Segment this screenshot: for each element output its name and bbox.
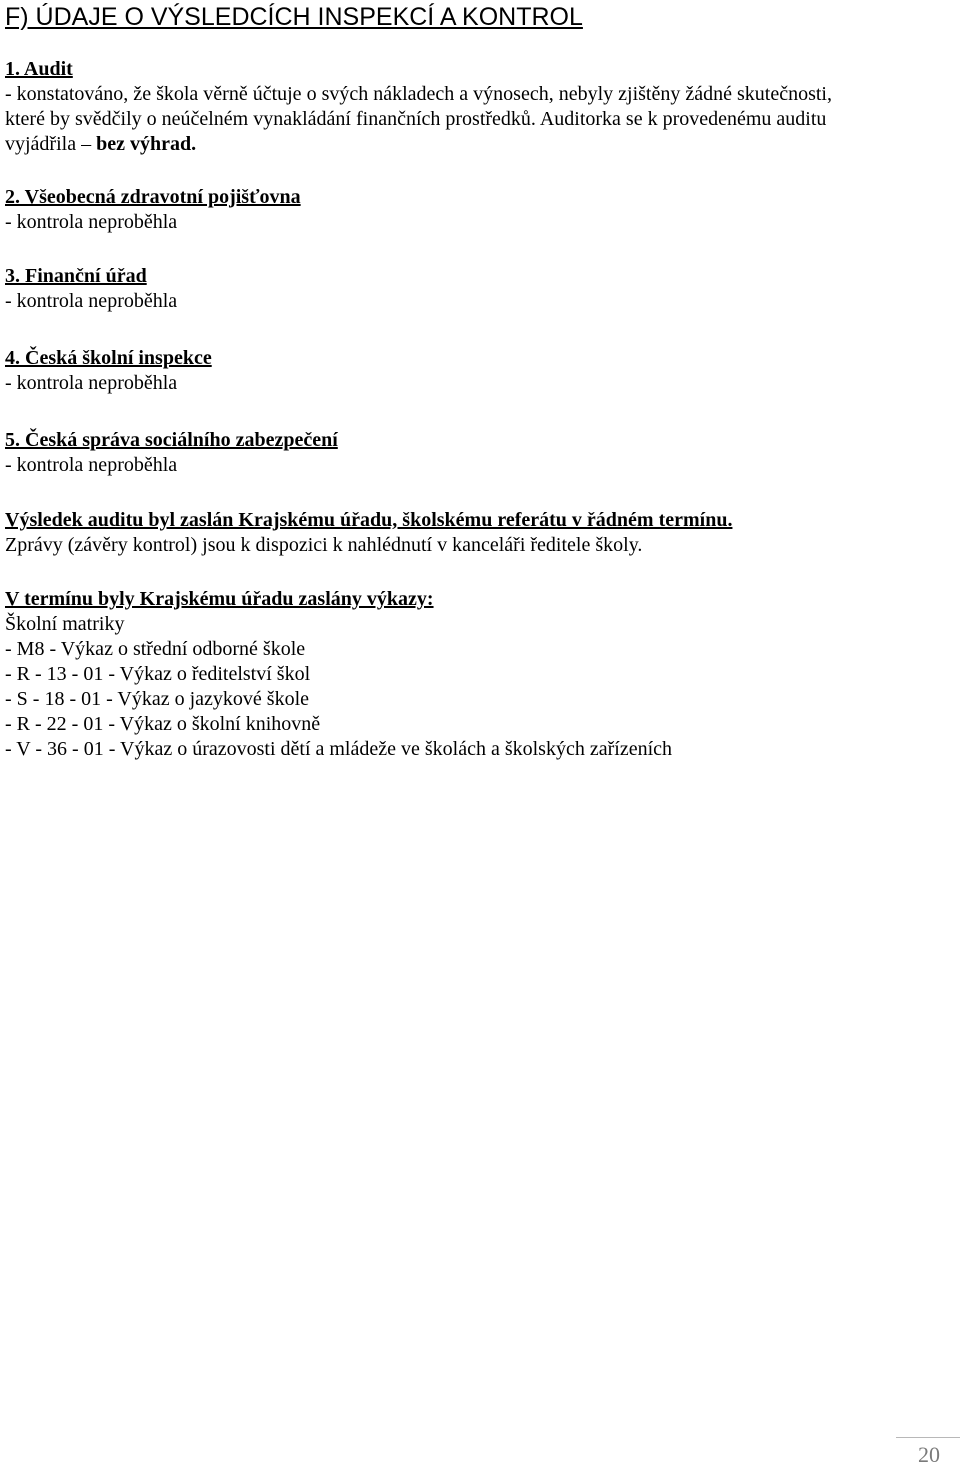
footer-divider [896,1437,960,1438]
reports-section [5,587,672,762]
report-item: - S - 18 - 01 - Výkaz o jazykové škole [5,688,310,710]
page-title: F) ÚDAJE O VÝSLEDCÍCH INSPEKCÍ A KONTROL [5,3,583,31]
section-text: - kontrola neproběhla [5,454,178,476]
section-heading: 5. Česká správa sociálního zabezpečení [5,429,338,451]
audit-heading: 1. Audit [5,58,73,80]
section-financni-urad [5,264,177,314]
section-csi [5,346,212,396]
audit-line-2: které by svědčily o neúčelném vynakládání finančních prostředků. Auditorka se k provedenému auditu [5,108,827,130]
section-cssz [5,428,338,478]
audit-line-3 [5,132,832,157]
section-heading: 3. Finanční úřad [5,265,147,287]
report-item: - R - 22 - 01 - Výkaz o školní knihovně [5,713,321,735]
audit-section [5,57,832,157]
result-text: Zprávy (závěry kontrol) jsou k dispozici k nahlédnutí v kanceláři ředitele školy. [5,534,643,556]
audit-conclusion: bez výhrad. [96,133,197,155]
section-text: - kontrola neproběhla [5,372,178,394]
section-vzp [5,185,301,235]
result-heading: Výsledek auditu byl zaslán Krajskému úřadu, školskému referátu v řádném termínu. [5,509,733,531]
audit-line-1: - konstatováno, že škola věrně účtuje o svých nákladech a výnosech, nebyly zjištěny žádné skutečnosti, [5,83,832,105]
reports-subheading: Školní matriky [5,613,125,635]
section-heading: 4. Česká školní inspekce [5,347,212,369]
report-item: - V - 36 - 01 - Výkaz o úrazovosti dětí a mládeže ve školách a školských zařízeních [5,738,673,760]
audit-line-3-text: vyjádřila – [5,133,97,155]
section-text: - kontrola neproběhla [5,290,178,312]
report-item: - M8 - Výkaz o střední odborné škole [5,638,306,660]
page-number: 20 [918,1442,940,1467]
result-section [5,508,732,558]
report-item: - R - 13 - 01 - Výkaz o ředitelství škol [5,663,311,685]
reports-heading: V termínu byly Krajskému úřadu zaslány výkazy: [5,588,434,610]
section-heading: 2. Všeobecná zdravotní pojišťovna [5,186,301,208]
section-text: - kontrola neproběhla [5,211,178,233]
